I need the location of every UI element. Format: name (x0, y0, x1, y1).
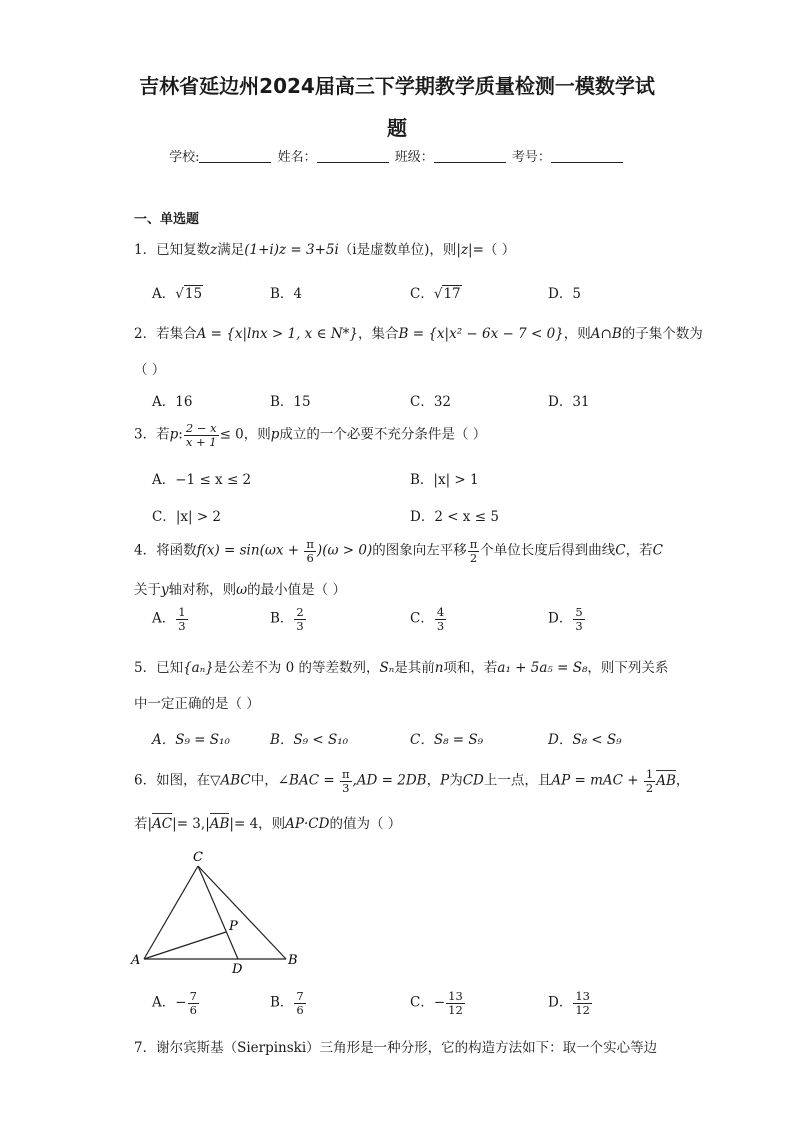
q6-option-a[interactable]: A．− $\frac{7}{6}$ (152, 989, 197, 1017)
label-d: D (232, 962, 243, 975)
pi-over-3: $\frac{\pi}{3}$ (341, 767, 350, 795)
q5-option-a[interactable]: A．S₉ = S₁₀ (152, 732, 230, 748)
q3-option-b[interactable]: B．|x| > 1 (410, 472, 479, 488)
q5-option-c[interactable]: C．S₈ = S₉ (410, 732, 484, 748)
school-label: 学校: (169, 150, 200, 165)
id-blank[interactable] (551, 151, 623, 163)
q3-fraction: $\frac{2 - x}{x + 1}$ (185, 421, 217, 449)
question-4: 4．将函数f(x) = sin(ωx + $\frac{\pi}{6}$ )(ω > 0)的图象向左平移 $\frac{\pi}{2}$ 个单位长度后得到曲线C，若C (134, 537, 663, 565)
q6-option-d[interactable]: D． $\frac{13}{12}$ (548, 989, 590, 1017)
q6-option-b[interactable]: B． $\frac{7}{6}$ (270, 989, 304, 1017)
q5-option-b[interactable]: B．S₉ < S₁₀ (270, 732, 349, 748)
q2-option-b[interactable]: B．15 (270, 394, 311, 410)
class-blank[interactable] (434, 151, 506, 163)
id-label: 考号： (511, 150, 551, 165)
question-6: 6．如图，在▽ABC中，∠BAC = $\frac{\pi}{3}$ ,AD = 2DB，P为CD上一点，且AP = mAC + $\frac{1}{2}$ AB， (134, 767, 690, 795)
name-blank[interactable] (317, 151, 389, 163)
q2-option-c[interactable]: C．32 (410, 394, 452, 410)
q1-option-a[interactable]: A．√15 (152, 286, 203, 302)
q4-option-c[interactable]: C． $\frac{4}{3}$ (410, 605, 445, 633)
q4-option-d[interactable]: D． $\frac{5}{3}$ (548, 605, 583, 633)
q1-option-d[interactable]: D．5 (548, 286, 581, 302)
q1-option-b[interactable]: B．4 (270, 286, 303, 302)
q3-option-d[interactable]: D．2 < x ≤ 5 (410, 509, 499, 525)
question-7: 7．谢尔宾斯基（Sierpinski）三角形是一种分形，它的构造方法如下：取一个实心等边 (134, 1040, 658, 1056)
q1-option-c[interactable]: C．√17 (410, 286, 461, 302)
question-1: 1．已知复数z满足(1+i)z = 3+5i（i是虚数单位)，则|z|=（ ） (134, 242, 516, 258)
q3-option-c[interactable]: C．|x| > 2 (152, 509, 222, 525)
question-2-line2: （ ） (134, 362, 166, 378)
school-blank[interactable] (199, 151, 271, 163)
q6-option-c[interactable]: C．− $\frac{13}{12}$ (410, 989, 463, 1017)
pi-over-6: $\frac{\pi}{6}$ (306, 537, 314, 565)
segment-cb (198, 866, 286, 959)
page-title: 吉林省延边州2024届高三下学期教学质量检测一模数学试 (139, 74, 655, 98)
question-6-line2: 若|AC|= 3,|AB|= 4，则AP·CD的值为（ ） (134, 816, 402, 832)
label-p: P (229, 919, 238, 934)
segment-ap (144, 932, 226, 959)
q5-option-d[interactable]: D．S₈ < S₉ (548, 732, 622, 748)
question-4-line2: 关于y轴对称，则ω的最小值是（ ） (134, 582, 346, 598)
label-a: A (131, 953, 141, 968)
pi-over-2: $\frac{\pi}{2}$ (469, 537, 478, 565)
one-half: $\frac{1}{2}$ (645, 767, 654, 795)
q4-option-a[interactable]: A． $\frac{1}{3}$ (152, 605, 186, 633)
student-info-fields (0, 146, 794, 165)
class-label: 班级： (394, 150, 434, 165)
question-5-line2: 中一定正确的是（ ） (134, 696, 260, 712)
q2-option-a[interactable]: A．16 (152, 394, 193, 410)
q4-option-b[interactable]: B． $\frac{2}{3}$ (270, 605, 304, 633)
page-title-line2: 题 (387, 116, 407, 140)
segment-ac (144, 866, 198, 959)
label-b: B (288, 953, 298, 968)
segment-cd (198, 866, 238, 959)
q3-option-a[interactable]: A．−1 ≤ x ≤ 2 (152, 472, 252, 488)
question-3: 3．若p: $\frac{2 - x}{x + 1}$ ≤ 0，则p成立的一个必要不充分条件是（ ） (134, 421, 487, 449)
question-2: 2．若集合A = {x|lnx > 1, x ∈ N*}，集合B = {x|x² − 6x − 7 < 0}，则A∩B的子集个数为 (134, 326, 703, 342)
triangle-figure (128, 840, 308, 975)
label-c: C (193, 850, 203, 865)
question-5: 5．已知{aₙ}是公差不为 0 的等差数列，Sₙ是其前n项和，若a₁ + 5a₅ = S₈，则下列关系 (134, 660, 669, 676)
q2-option-d[interactable]: D．31 (548, 394, 590, 410)
name-label: 姓名： (277, 150, 317, 165)
section-title: 一、单选题 (134, 212, 200, 227)
